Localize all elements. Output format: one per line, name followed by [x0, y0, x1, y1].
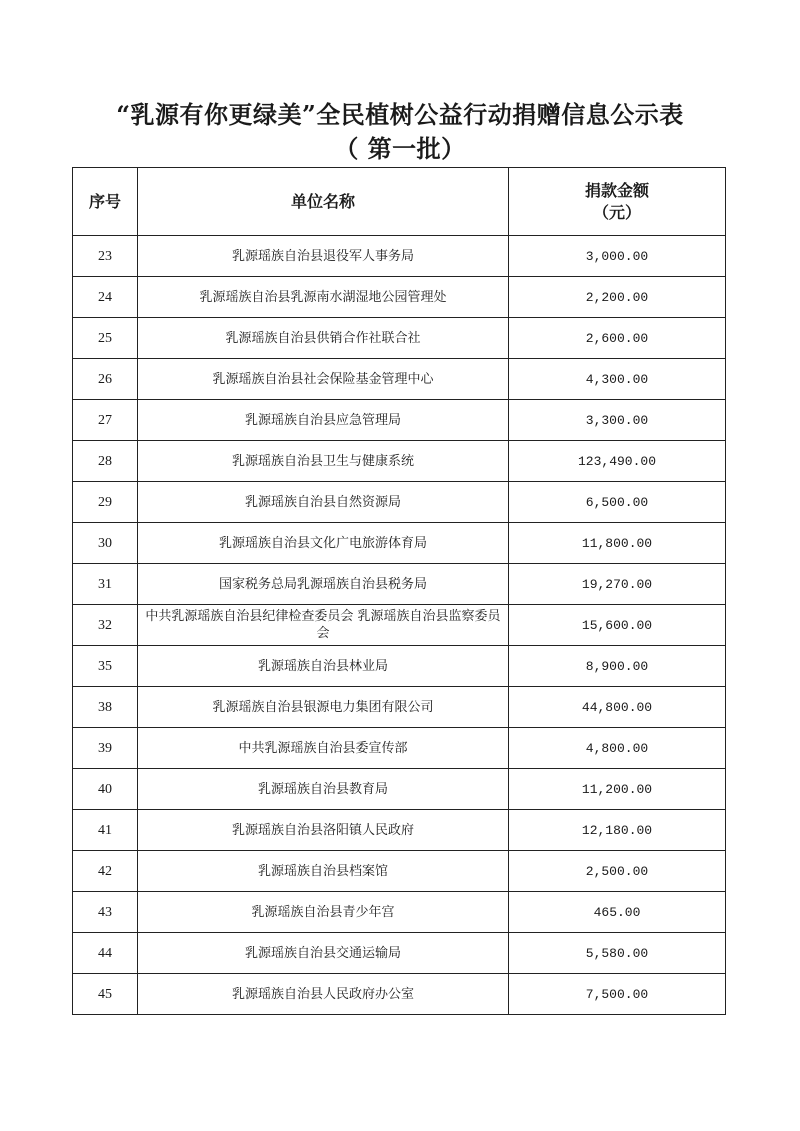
- table-row: [73, 687, 726, 728]
- row-donation-amount: 12,180.00: [509, 810, 726, 851]
- table-row: [73, 974, 726, 1015]
- row-unit-name: 乳源瑶族自治县供销合作社联合社: [138, 318, 509, 359]
- header-donation-amount: [509, 168, 726, 236]
- row-donation-amount: 19,270.00: [509, 564, 726, 605]
- row-serial-number: 39: [73, 728, 138, 769]
- row-serial-number: 35: [73, 646, 138, 687]
- row-unit-name: 乳源瑶族自治县乳源南水湖湿地公园管理处: [138, 277, 509, 318]
- row-donation-amount: 123,490.00: [509, 441, 726, 482]
- row-donation-amount: 8,900.00: [509, 646, 726, 687]
- table-row: [73, 769, 726, 810]
- row-serial-number: 30: [73, 523, 138, 564]
- row-unit-name: 乳源瑶族自治县交通运输局: [138, 933, 509, 974]
- row-serial-number: 40: [73, 769, 138, 810]
- row-serial-number: 43: [73, 892, 138, 933]
- row-serial-number: 24: [73, 277, 138, 318]
- row-serial-number: 44: [73, 933, 138, 974]
- row-donation-amount: 3,300.00: [509, 400, 726, 441]
- table-row: [73, 482, 726, 523]
- row-unit-name: 乳源瑶族自治县社会保险基金管理中心: [138, 359, 509, 400]
- header-amount-unit: （元）: [592, 202, 641, 222]
- row-donation-amount: 7,500.00: [509, 974, 726, 1015]
- table-header-row: [73, 168, 726, 236]
- row-unit-name: 乳源瑶族自治县青少年宫: [138, 892, 509, 933]
- row-unit-name: 乳源瑶族自治县林业局: [138, 646, 509, 687]
- row-donation-amount: 11,200.00: [509, 769, 726, 810]
- donation-table: [72, 167, 726, 1015]
- document-title: “乳源有你更绿美”全民植树公益行动捐赠信息公示表: [116, 100, 684, 129]
- row-unit-name: 乳源瑶族自治县银源电力集团有限公司: [138, 687, 509, 728]
- document-title-block: [0, 98, 800, 166]
- row-unit-name: 乳源瑶族自治县文化广电旅游体育局: [138, 523, 509, 564]
- row-donation-amount: 2,500.00: [509, 851, 726, 892]
- row-serial-number: 28: [73, 441, 138, 482]
- table-row: [73, 851, 726, 892]
- table-row: [73, 728, 726, 769]
- row-serial-number: 38: [73, 687, 138, 728]
- table-row: [73, 646, 726, 687]
- row-donation-amount: 5,580.00: [509, 933, 726, 974]
- table-row: [73, 277, 726, 318]
- table-row: [73, 564, 726, 605]
- row-donation-amount: 465.00: [509, 892, 726, 933]
- row-unit-name: 乳源瑶族自治县洛阳镇人民政府: [138, 810, 509, 851]
- row-serial-number: 29: [73, 482, 138, 523]
- row-donation-amount: 6,500.00: [509, 482, 726, 523]
- row-serial-number: 23: [73, 236, 138, 277]
- row-serial-number: 31: [73, 564, 138, 605]
- row-serial-number: 45: [73, 974, 138, 1015]
- row-serial-number: 41: [73, 810, 138, 851]
- table-row: [73, 400, 726, 441]
- table-row: [73, 523, 726, 564]
- table-row: [73, 236, 726, 277]
- header-amount-label: 捐款金额: [584, 180, 649, 200]
- row-donation-amount: 4,300.00: [509, 359, 726, 400]
- row-serial-number: 42: [73, 851, 138, 892]
- table-row: [73, 810, 726, 851]
- row-unit-name: 乳源瑶族自治县教育局: [138, 769, 509, 810]
- table-row: [73, 318, 726, 359]
- row-serial-number: 26: [73, 359, 138, 400]
- table-row: [73, 359, 726, 400]
- header-serial-number: 序号: [73, 168, 138, 236]
- table-body: [73, 236, 726, 1015]
- row-unit-name: 乳源瑶族自治县人民政府办公室: [138, 974, 509, 1015]
- document-subtitle: （ 第一批）: [334, 134, 466, 163]
- row-donation-amount: 15,600.00: [509, 605, 726, 646]
- row-unit-name: 乳源瑶族自治县自然资源局: [138, 482, 509, 523]
- table-row: [73, 441, 726, 482]
- row-donation-amount: 44,800.00: [509, 687, 726, 728]
- row-serial-number: 25: [73, 318, 138, 359]
- table-row: [73, 605, 726, 646]
- row-unit-name: 国家税务总局乳源瑶族自治县税务局: [138, 564, 509, 605]
- row-unit-name: 中共乳源瑶族自治县委宣传部: [138, 728, 509, 769]
- row-donation-amount: 11,800.00: [509, 523, 726, 564]
- row-serial-number: 27: [73, 400, 138, 441]
- row-donation-amount: 4,800.00: [509, 728, 726, 769]
- row-unit-name: 乳源瑶族自治县卫生与健康系统: [138, 441, 509, 482]
- row-unit-name: 乳源瑶族自治县应急管理局: [138, 400, 509, 441]
- row-donation-amount: 2,200.00: [509, 277, 726, 318]
- row-unit-name: 乳源瑶族自治县档案馆: [138, 851, 509, 892]
- header-unit-name: 单位名称: [138, 168, 509, 236]
- row-unit-name: 乳源瑶族自治县退役军人事务局: [138, 236, 509, 277]
- row-donation-amount: 2,600.00: [509, 318, 726, 359]
- row-serial-number: 32: [73, 605, 138, 646]
- row-donation-amount: 3,000.00: [509, 236, 726, 277]
- table-row: [73, 892, 726, 933]
- table-row: [73, 933, 726, 974]
- row-unit-name: 中共乳源瑶族自治县纪律检查委员会 乳源瑶族自治县监察委员会: [138, 605, 509, 646]
